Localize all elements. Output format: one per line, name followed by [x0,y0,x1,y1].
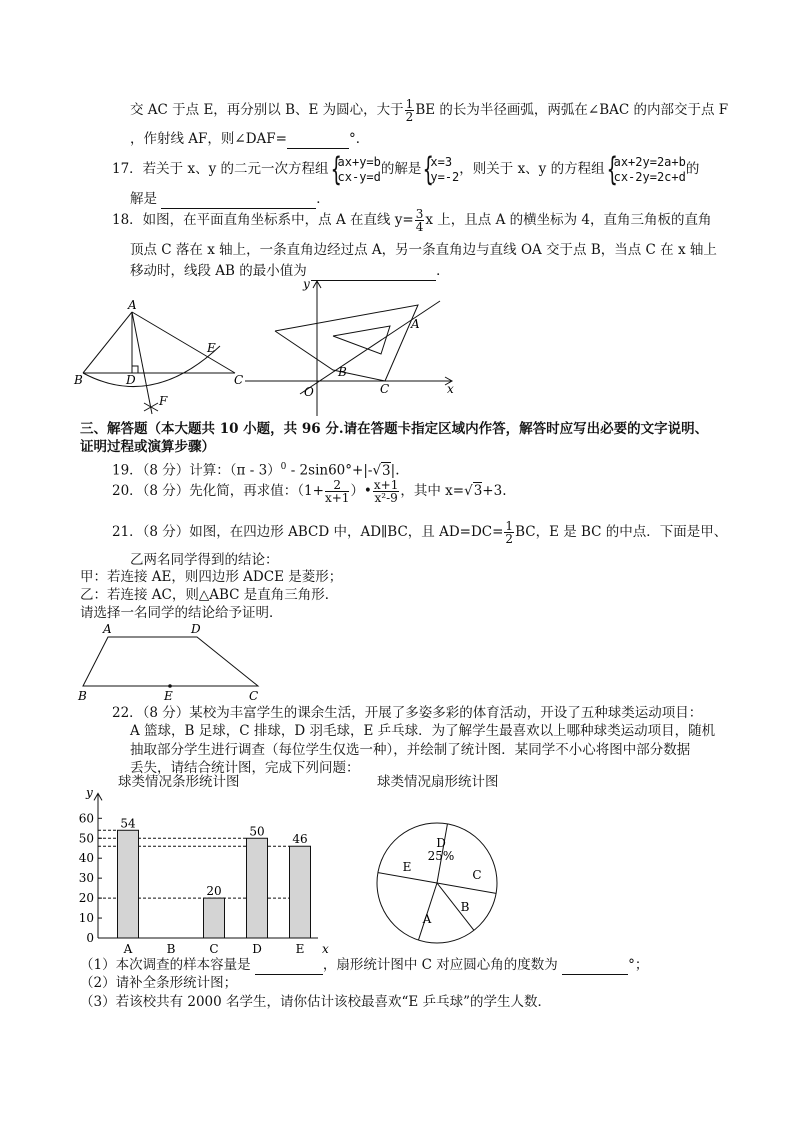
q18-text-b: x 上，且点 A 的横坐标为 4，直角三角板的直角 [425,212,712,228]
q22-sub1-text-a: （1）本次调查的样本容量是 [80,957,251,973]
q22-sub2: （2）请补全条形统计图； [80,975,238,991]
q20-text-f: +3. [482,483,507,499]
q18-label-x: x [447,382,454,396]
q16-label-a: A [128,298,137,312]
q21-line4: 乙：若连接 AC，则△ABC 是直角三角形． [80,587,339,603]
q19-text-a: 19．（8 分）计算：（π - 3） [112,462,281,479]
y-tick-label: 40 [78,851,94,866]
q17-line2-end: ． [316,191,330,207]
q21-line3: 甲：若连接 AE，则四边形 ADCE 是菱形； [80,569,343,585]
q21-label-d: D [191,622,201,636]
q17-line1 [112,150,699,188]
bar-value-label: 50 [249,824,265,839]
q22-sub1-text-c: °； [628,957,649,973]
q21-figure [75,620,275,706]
q20-text-b: ）• [350,483,372,499]
q21-label-b: B [78,689,87,703]
q17-sys2-eq2: y=-2 [430,169,460,184]
y-tick-label: 20 [78,891,94,906]
q16-label-e: E [207,341,216,355]
q22-angle-blank[interactable] [562,956,628,975]
x-tick-label: B [166,942,176,956]
y-tick-label: 50 [78,831,94,846]
q17-line2 [130,190,330,209]
q17-system-3 [605,155,686,185]
q22-line3: 抽取部分学生进行调查（每位学生仅选一种），并绘制了统计图．某同学不小心将图中部分数据 [130,742,691,758]
q20-frac1-num: 2 [325,479,349,492]
pie-slice-label-D: D [436,836,446,850]
q20-frac2-num: x+1 [373,478,399,492]
q21-label-a: A [103,622,112,636]
q21-line1 [112,520,727,545]
y-tick-label: 0 [86,931,94,945]
q20-text-c: ，其中 x= [400,483,465,499]
q16-text-b: BE 的长为半径画弧，两弧在∠BAC 的内部交于点 F [415,102,729,118]
pie-slice-label-C: C [472,868,482,882]
q17-sys1-eq1: { ax+y=b [337,154,381,169]
q20-fraction-1 [325,479,349,504]
q21-label-e: E [164,689,173,703]
section3-heading-line1: 三、解答题（本大题共 10 小题，共 96 分.请在答题卡指定区域内作答，解答时应写出必要的文字说明、 [80,421,709,437]
q17-system-1 [329,155,381,185]
q21-line5: 请选择一名同学的结论给予证明． [80,605,283,621]
bar-D [247,838,268,938]
q22-sub1 [80,956,648,975]
q18-fraction [415,208,425,233]
pie-slice-label-E: E [402,860,412,874]
q16-label-d: D [126,373,136,387]
q21-frac-num: 1 [505,519,514,533]
q22-sub3: （3）若该校共有 2000 名学生，请你估计该校最喜欢“E 乒乓球”的学生人数． [80,994,551,1010]
q20-text-a: 20．（8 分）先化简，再求值：（1+ [112,483,324,499]
q17-prefix: 17．若关于 x、y 的二元一次方程组 [112,161,329,177]
q16-figure [70,298,260,420]
x-tick-label: A [123,942,133,956]
x-tick-label: D [252,942,262,956]
bar-C [204,898,225,938]
q18-frac-num: 3 [415,207,424,221]
q17-sys2-eq1: { x=3 [430,154,453,169]
bar-value-label: 20 [206,884,222,899]
q21-label-c: C [249,689,259,703]
q19-text-e: |. [390,462,400,479]
q16-line2-text: ，作射线 AF，则∠DAF= [130,131,287,147]
q18-label-a: A [411,317,420,331]
q17-suffix: 的 [685,161,700,177]
y-tick-label: 60 [78,811,94,826]
q16-label-f: F [159,394,168,408]
q18-line1 [112,208,712,233]
q20-frac1-den: x+1 [324,491,350,505]
pie-slice-label-D: 25% [427,849,455,863]
q20-sqrt-sign: √ [464,483,473,499]
q17-answer-blank[interactable] [161,190,316,209]
q16-fraction [405,98,415,123]
bar-chart [70,782,340,957]
q22-line4: 丢失，请结合统计图，完成下列问题： [130,760,360,776]
q18-line3-end: ． [436,263,450,279]
q19-sqrt-sign: √ [372,462,382,479]
section3-heading-line2: 证明过程或演算步骤） [80,439,215,455]
q16-label-b: B [74,373,83,387]
q20-sqrt-value: 3 [473,483,483,499]
y-axis-label: y [86,785,93,800]
q16-text-a: 交 AC 于点 E，再分别以 B、E 为圆心，大于 [130,102,404,118]
q16-line1 [130,98,728,123]
y-tick-label: 30 [78,871,94,886]
q18-label-o: O [304,385,314,399]
q22-line1: 22．（8 分）某校为丰富学生的课余生活，开展了多姿多彩的体育活动，开设了五种球类运动项目： [112,705,703,721]
y-tick-label: 10 [78,911,94,926]
q19-text-b: - 2sin60°+|- [286,462,373,479]
q18-label-y: y [303,277,310,291]
q18-label-b: B [338,365,347,379]
pie-chart [370,800,510,950]
q18-figure [240,276,460,421]
q19-exponent: 0 [280,462,287,472]
q16-line2-end: °． [348,131,370,147]
q20-frac2-den: x²-9 [374,491,398,505]
q17-sys3-eq1: { ax+2y=2a+b [613,154,686,169]
q18-frac-den: 4 [415,220,424,234]
q16-answer-blank[interactable] [287,130,349,149]
q21-line2: 乙两名同学得到的结论： [130,552,279,568]
pie-chart-title: 球类情况扇形统计图 [377,774,499,790]
q16-label-c: C [234,373,244,387]
q17-sys1-eq2: cx-y=d [337,169,381,184]
x-axis-label: x [322,942,329,956]
q16-line2 [130,130,369,149]
q22-sub1-text-b: ，扇形统计图中 C 对应圆心角的度数为 [322,957,558,973]
pie-slice-label-A: A [422,912,432,926]
q18-line2: 顶点 C 落在 x 轴上，一条直角边经过点 A，另一条直角边与直线 OA 交于点 B，当点 C 在 x 轴上 [130,242,717,258]
bar-E [290,846,311,938]
x-tick-label: C [209,942,219,956]
bar-A [118,830,139,938]
x-tick-label: E [295,942,305,956]
q18-line3-text: 移动时，线段 AB 的最小值为 [130,263,307,279]
q19-sqrt-value: 3 [382,462,391,479]
q17-mid2: ，则关于 x、y 的方程组 [459,161,605,177]
q21-frac-den: 2 [505,532,514,546]
q20-fraction-2 [373,479,399,504]
q22-line2: A 篮球，B 足球，C 排球，D 羽毛球，E 乒乓球．为了解学生最喜欢以上哪种球类运动项目，随机 [130,723,716,739]
q17-line2-text: 解是 [130,191,157,207]
q22-sample-size-blank[interactable] [255,956,323,975]
q17-mid: 的解是 [380,161,422,177]
bar-value-label: 54 [120,816,136,831]
q17-sys3-eq2: cx-2y=2c+d [613,169,686,184]
q21-text-a: 21．（8 分）如图，在四边形 ABCD 中，AD∥BC，且 AD=DC= [112,524,504,540]
q18-text-a: 18．如图，在平面直角坐标系中，点 A 在直线 y= [112,212,414,228]
q21-text-b: BC，E 是 BC 的中点．下面是甲、 [515,524,728,540]
bar-value-label: 46 [292,832,308,847]
q21-fraction [504,520,514,545]
q16-frac-den: 2 [405,110,414,124]
pie-slice-label-B: B [460,900,470,914]
q16-frac-num: 1 [405,97,414,111]
q20-line [112,476,507,506]
bar-chart-title: 球类情况条形统计图 [118,774,240,790]
q17-system-2 [421,155,459,185]
q18-label-c: C [380,382,390,396]
